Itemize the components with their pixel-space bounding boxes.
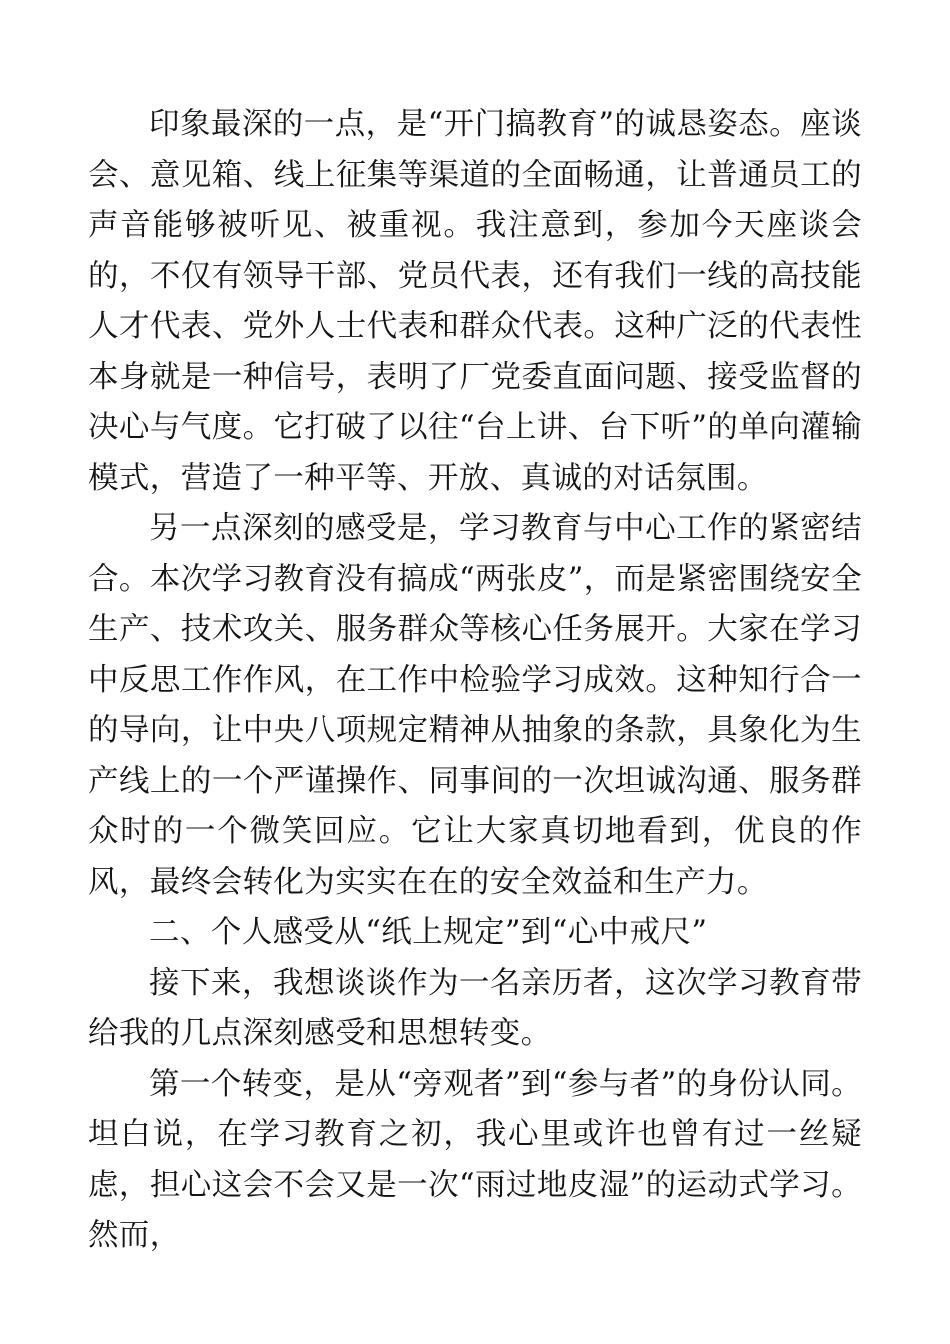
paragraph-1: 印象最深的一点，是“开门搞教育”的诚恳姿态。座谈会、意见箱、线上征集等渠道的全面畅通，让普通员工的声音能够被听见、被重视。我注意到，参加今天座谈会的，不仅有领导干部、党员代表，还有我们一线的高技能人才代表、党外人士代表和群众代表。这种广泛的代表性本身就是一种信号，表明了厂党委直面问题、接受监督的决心与气度。它打破了以往“台上讲、台下听”的单向灌输模式，营造了一种平等、开放、真诚的对话氛围。 bbox=[88, 107, 862, 496]
document-body bbox=[88, 100, 862, 1262]
paragraph-2: 另一点深刻的感受是，学习教育与中心工作的紧密结合。本次学习教育没有搞成“两张皮”，而是紧密围绕安全生产、技术攻关、服务群众等核心任务展开。大家在学习中反思工作作风，在工作中检验学习成效。这种知行合一的导向，让中央八项规定精神从抽象的条款，具象化为生产线上的一个严谨操作、同事间的一次坦诚沟通、服务群众时的一个微笑回应。它让大家真切地看到，优良的作风，最终会转化为实实在在的安全效益和生产力。 bbox=[88, 511, 862, 900]
section-heading-2: 二、个人感受从“纸上规定”到“心中戒尺” bbox=[149, 915, 708, 950]
paragraph-5: 第一个转变，是从“旁观者”到“参与者”的身份认同。坦白说，在学习教育之初，我心里或许也曾有过一丝疑虑，担心这会不会又是一次“雨过地皮湿”的运动式学习。然而， bbox=[88, 1066, 862, 1253]
paragraph-4: 接下来，我想谈谈作为一名亲历者，这次学习教育带给我的几点深刻感受和思想转变。 bbox=[88, 965, 862, 1051]
